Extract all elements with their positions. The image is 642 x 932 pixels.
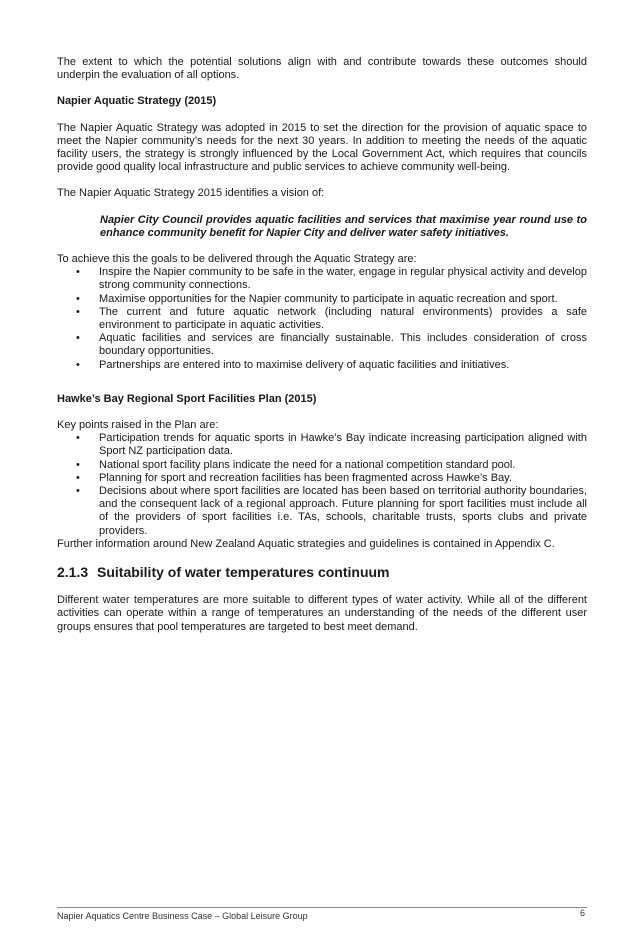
bullet-icon: • xyxy=(76,292,80,305)
bullet-icon: • xyxy=(76,432,80,445)
aquatic-strategy-paragraph: The Napier Aquatic Strategy was adopted in 2015 to set the direction for the provision of aquatic space to meet the Napier community’s needs for the next 30 years. In addition to meeting the needs of the aquatic facility users, the strategy is strongly influenced by the Local Government Act, which requires that councils provide good quality local infrastructure and public services to achieve community well-being. xyxy=(57,121,587,174)
list-item: • Aquatic facilities and services are financially sustainable. This includes consideration of cross boundary opportunities. xyxy=(76,332,587,358)
list-item: • Partnerships are entered into to maximise delivery of aquatic facilities and initiatives. xyxy=(76,358,510,371)
list-item: • National sport facility plans indicate the need for a national competition standard pool. xyxy=(76,458,516,471)
bullet-icon: • xyxy=(76,471,80,484)
sport-plan-points xyxy=(57,432,587,538)
list-item: • Decisions about where sport facilities are located has been based on territorial authority boundaries, and the consequent lack of a regional approach. Future planning for sport facilities must include all of the providers of sport facilities i.e. TAs, schools, charitable trusts, sports clubs and private providers. xyxy=(76,485,587,537)
section-paragraph: Different water temperatures are more suitable to different types of water activity. While all of the different activities can operate within a range of temperatures an understanding of the needs of the different user groups ensures that pool temperatures are targeted to best meet demand. xyxy=(57,594,587,633)
bullet-icon: • xyxy=(76,458,80,471)
bullet-icon: • xyxy=(76,358,80,371)
page-number: 6 xyxy=(580,908,586,918)
bullet-icon: • xyxy=(76,266,80,279)
footer-text: Napier Aquatics Centre Business Case – Global Leisure Group xyxy=(57,911,308,921)
goals-list xyxy=(57,266,587,372)
bullet-icon: • xyxy=(76,305,80,318)
list-item: • Inspire the Napier community to be safe in the water, engage in regular physical activity and develop strong community connections. xyxy=(76,266,587,292)
section-heading xyxy=(57,564,587,581)
vision-statement: Napier City Council provides aquatic facilities and services that maximise year round use to enhance community benefit for Napier City and deliver water safety initiatives. xyxy=(100,213,587,239)
list-item: • Maximise opportunities for the Napier community to participate in aquatic recreation and sport. xyxy=(76,292,558,305)
list-item: • The current and future aquatic network (including natural environments) provides a safe environment to participate in aquatic activities. xyxy=(76,305,587,332)
bullet-icon: • xyxy=(76,485,80,498)
vision-intro-paragraph: The Napier Aquatic Strategy 2015 identifies a vision of: xyxy=(57,187,325,200)
list-item: • Planning for sport and recreation facilities has been fragmented across Hawke’s Bay. xyxy=(76,471,512,484)
aquatic-strategy-heading: Napier Aquatic Strategy (2015) xyxy=(57,95,217,108)
section-title: Suitability of water temperatures continuum xyxy=(97,564,390,581)
footer-divider xyxy=(57,907,587,908)
sport-plan-intro: Key points raised in the Plan are: xyxy=(57,419,219,432)
sport-plan-heading: Hawke’s Bay Regional Sport Facilities Plan (2015) xyxy=(57,392,317,405)
list-item: • Participation trends for aquatic sports in Hawke’s Bay indicate increasing participation aligned with Sport NZ participation data. xyxy=(76,432,587,458)
bullet-icon: • xyxy=(76,332,80,345)
further-info-paragraph: Further information around New Zealand Aquatic strategies and guidelines is contained in Appendix C. xyxy=(57,537,555,550)
intro-paragraph: The extent to which the potential solutions align with and contribute towards these outcomes should underpin the evaluation of all options. xyxy=(57,56,587,82)
document-page xyxy=(57,56,587,634)
section-number: 2.1.3 xyxy=(57,564,89,581)
goals-intro: To achieve this the goals to be delivered through the Aquatic Strategy are: xyxy=(57,253,417,266)
